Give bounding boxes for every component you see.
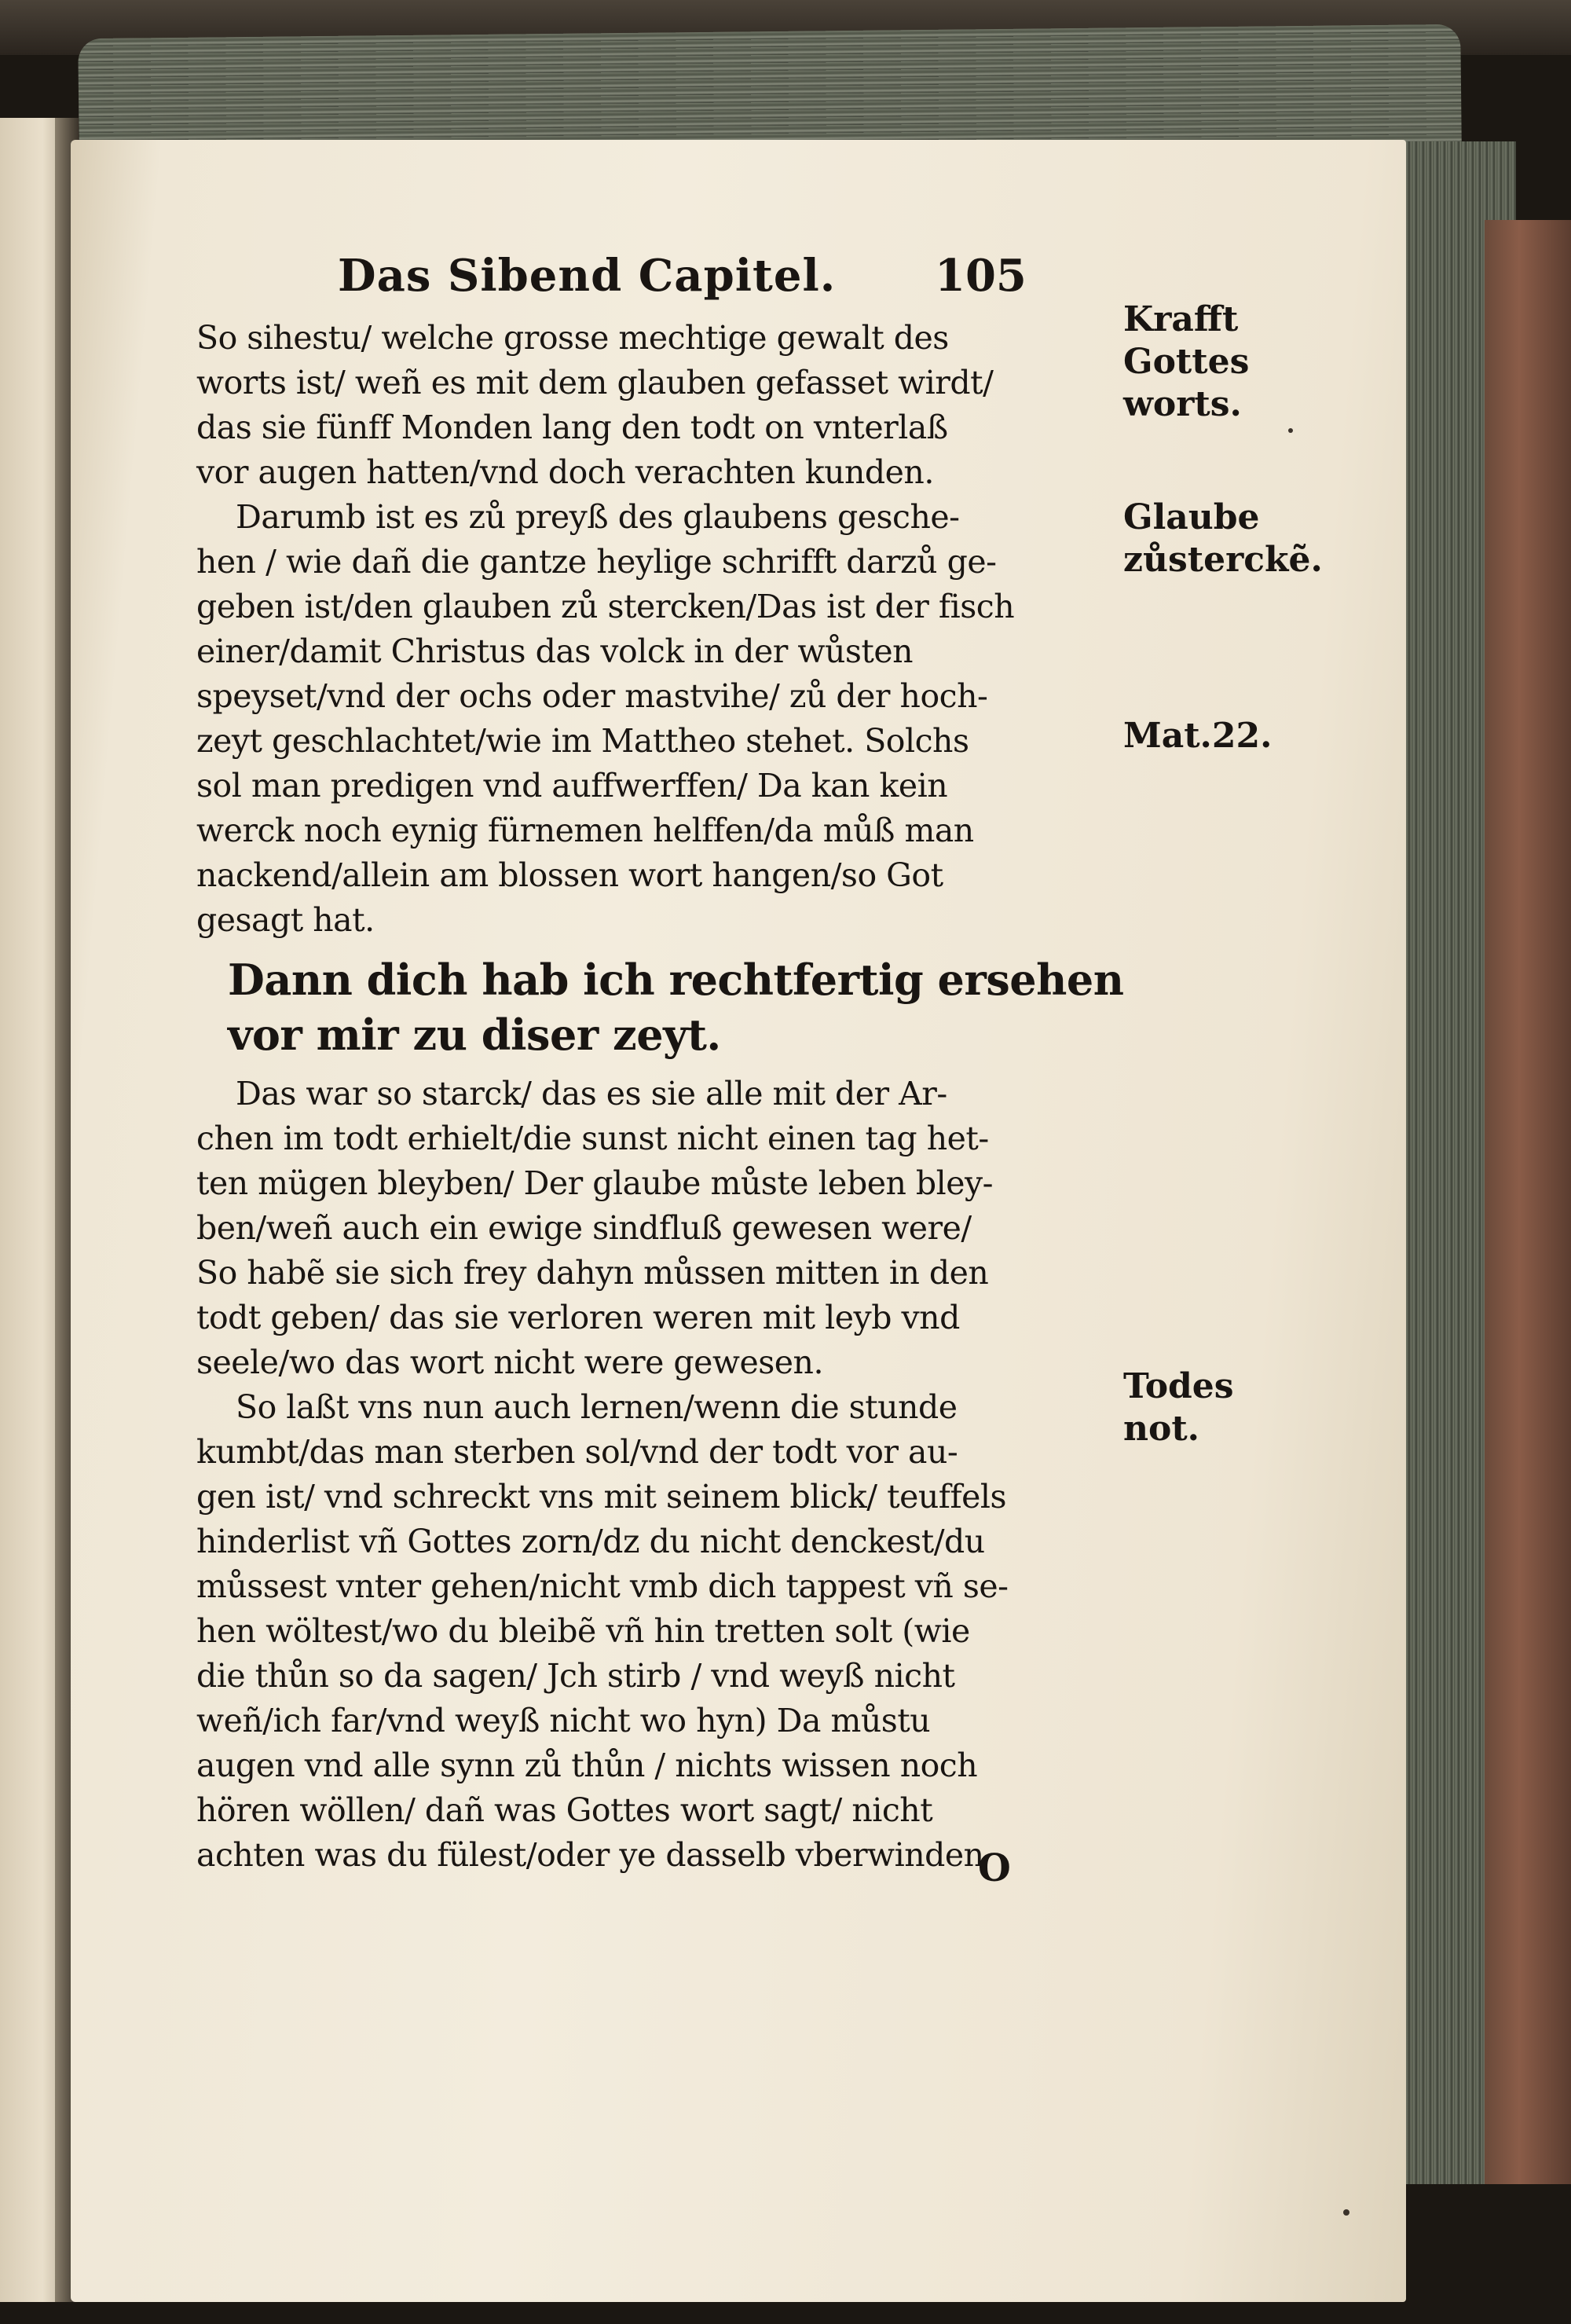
body-line: weñ/ich far/vnd weyß nicht wo hyn) Da můstu [196,1702,931,1739]
body-line: die thůn so da sagen/ Jch stirb / vnd weyß nicht [196,1657,955,1695]
margin-note-line: Glaube [1123,497,1260,537]
body-line: gesagt hat. [196,901,375,939]
body-line: So laßt vns nun auch lernen/wenn die stunde [236,1388,958,1426]
margin-note-line: Mat.22. [1123,716,1273,756]
body-line: Das war so starck/ das es sie alle mit der Ar- [236,1075,947,1113]
body-line: ben/weñ auch ein ewige sindfluß gewesen were/ [196,1209,972,1247]
scripture-verse-line: vor mir zu diser zeyt. [228,1010,721,1060]
body-line: můssest vnter gehen/nicht vmb dich tappest vñ se- [196,1567,1009,1605]
body-line: achten was du fülest/oder ye dasselb vberwinden [196,1836,984,1874]
body-line: einer/damit Christus das volck in der wůsten [196,632,914,670]
body-line: So sihestu/ welche grosse mechtige gewalt des [196,319,949,357]
body-line: seele/wo das wort nicht were gewesen. [196,1343,823,1381]
margin-note-line: Gottes [1123,342,1250,382]
body-line: das sie fünff Monden lang den todt on vnterlaß [196,409,948,446]
body-line: zeyt geschlachtet/wie im Mattheo stehet. Solchs [196,722,969,760]
body-line: vor augen hatten/vnd doch verachten kunden. [196,453,934,491]
body-line: werck noch eynig fürnemen helffen/da můß man [196,812,974,849]
margin-note-line: not. [1123,1409,1199,1449]
running-title: Das Sibend Capitel. [338,250,837,302]
signature-mark: O [978,1846,1011,1890]
body-line: hören wöllen/ dañ was Gottes wort sagt/ nicht [196,1791,933,1829]
body-line: hinderlist vñ Gottes zorn/dz du nicht denckest/du [196,1523,985,1560]
margin-note [1123,299,1249,426]
body-line: Darumb ist es zů preyß des glaubens gesche- [236,498,960,536]
book-cover-right [1485,220,1571,2184]
body-line: kumbt/das man sterben sol/vnd der todt vor au- [196,1433,958,1471]
paper-speck [1343,2209,1349,2216]
margin-note [1123,1365,1234,1450]
margin-note [1123,715,1272,757]
body-line: worts ist/ weñ es mit dem glauben gefasset wirdt/ [196,364,994,401]
body-line: geben ist/den glauben zů stercken/Das ist der fisch [196,588,1015,625]
body-line: nackend/allein am blossen wort hangen/so Got [196,856,943,894]
body-line: augen vnd alle synn zů thůn / nichts wissen noch [196,1747,978,1784]
margin-note-line: Todes [1123,1366,1234,1406]
page-header [338,250,1123,313]
paper-speck [1288,428,1293,433]
margin-note-line: zůsterckẽ. [1123,540,1323,580]
margin-note [1123,497,1323,581]
body-line: hen / wie dañ die gantze heylige schrifft darzů ge- [196,543,997,581]
scripture-verse-line: Dann dich hab ich rechtfertig ersehen [228,955,1124,1005]
body-line: hen wöltest/wo du bleibẽ vñ hin tretten solt (wie [196,1612,970,1650]
margin-note-line: worts. [1123,384,1242,424]
margin-note-line: Krafft [1123,299,1239,339]
body-line: gen ist/ vnd schreckt vns mit seinem blick/ teuffels [196,1478,1007,1516]
body-line: So habẽ sie sich frey dahyn můssen mitten in den [196,1254,989,1292]
body-text [196,316,1123,1878]
body-line: todt geben/ das sie verloren weren mit leyb vnd [196,1299,960,1336]
margin-notes [1123,0,1359,2324]
body-line: ten mügen bleyben/ Der glaube můste leben bley- [196,1164,994,1202]
body-line: sol man predigen vnd auffwerffen/ Da kan kein [196,767,948,805]
page-number: 105 [935,250,1027,302]
body-line: chen im todt erhielt/die sunst nicht einen tag het- [196,1120,989,1157]
body-line: speyset/vnd der ochs oder mastvihe/ zů der hoch- [196,677,988,715]
